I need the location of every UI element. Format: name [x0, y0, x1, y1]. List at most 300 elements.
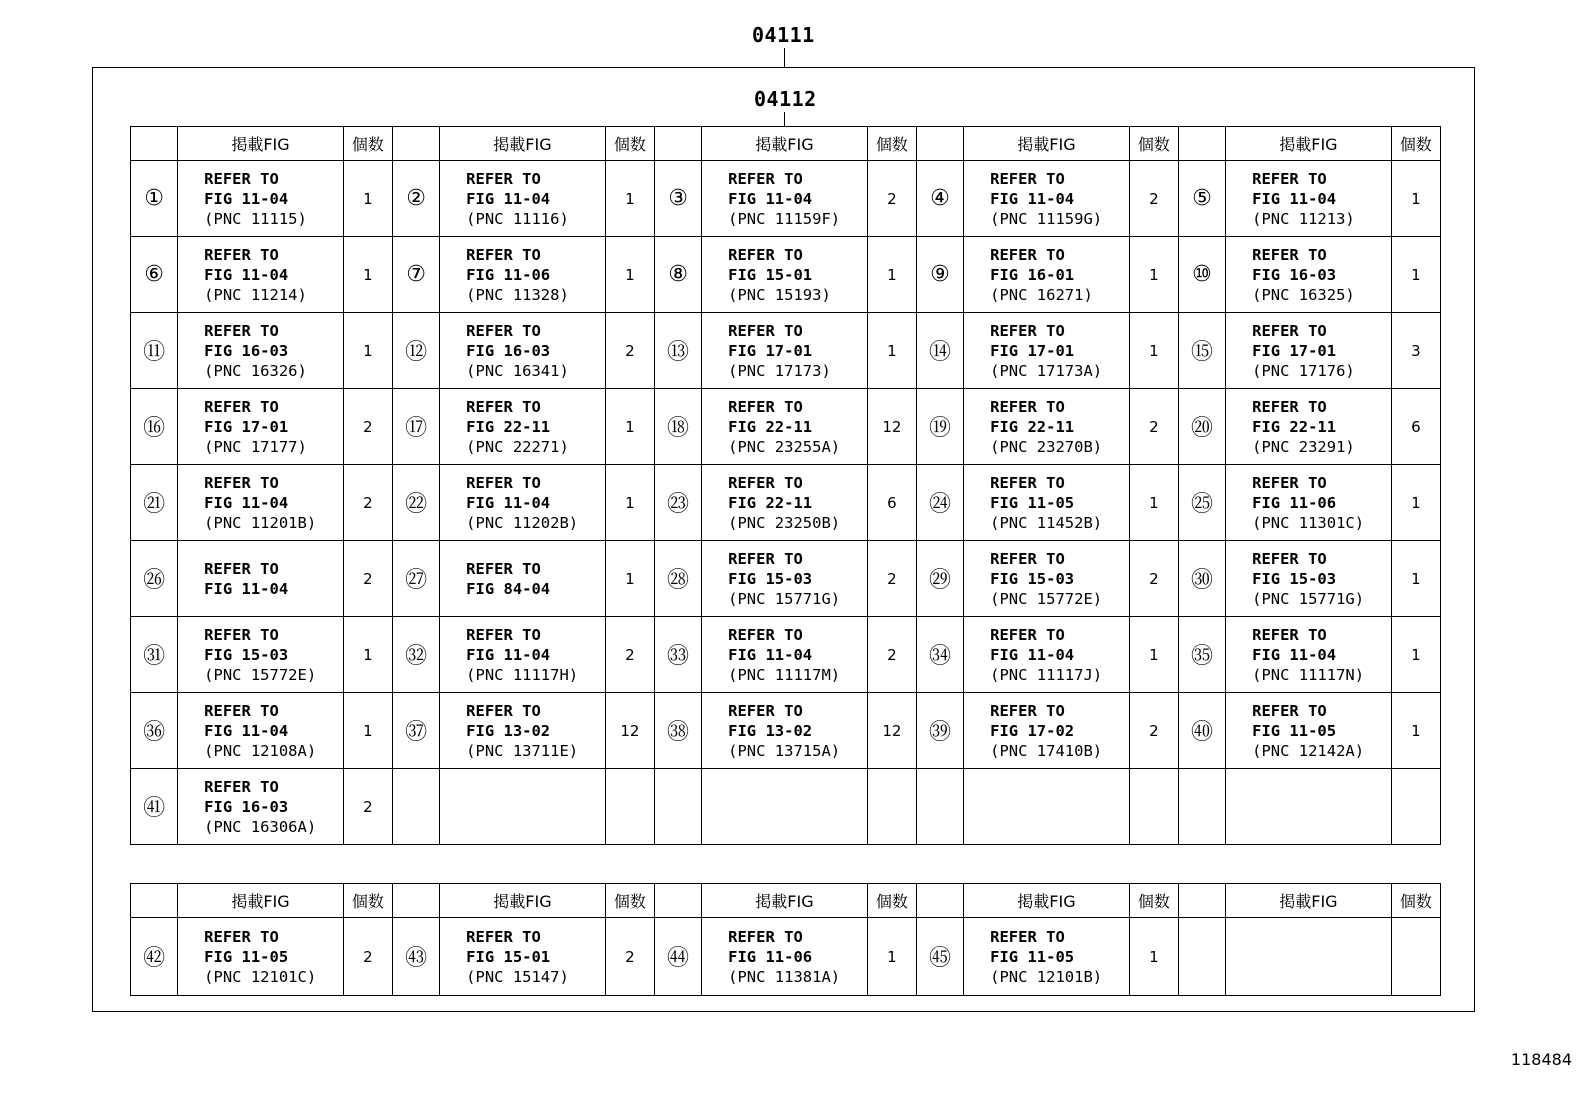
- fig-reference: FIG 11-04: [466, 645, 551, 664]
- pnc-reference: (PNC 23291): [1252, 437, 1355, 456]
- item-number: ㉜: [392, 617, 439, 693]
- refer-to-text: REFER TO: [990, 549, 1065, 568]
- item-number: ⑲: [916, 389, 963, 465]
- pnc-reference: (PNC 17410B): [990, 741, 1103, 760]
- reference-cell: [1226, 541, 1392, 617]
- parts-reference-table: [130, 126, 1441, 845]
- refer-to-text: REFER TO: [728, 625, 803, 644]
- refer-to-text: REFER TO: [466, 321, 541, 340]
- reference-cell: [178, 541, 344, 617]
- sub-assembly-code-label: 04112: [754, 87, 817, 111]
- pnc-reference: (PNC 12142A): [1252, 741, 1365, 760]
- refer-to-text: REFER TO: [204, 559, 279, 578]
- fig-reference: FIG 11-05: [990, 493, 1075, 512]
- reference-cell: [964, 693, 1130, 769]
- header-qty-cell: 個数: [343, 127, 392, 161]
- reference-cell: [178, 769, 344, 845]
- header-fig-cell: 掲載FIG: [1226, 884, 1392, 918]
- empty-cell: [654, 769, 701, 845]
- header-blank-cell: [392, 127, 439, 161]
- reference-cell: [440, 465, 606, 541]
- quantity-cell: 1: [605, 161, 654, 237]
- refer-to-text: REFER TO: [1252, 321, 1327, 340]
- item-number: ㉕: [1178, 465, 1225, 541]
- figure-id-label: 118484: [1510, 1050, 1572, 1069]
- pnc-reference: (PNC 17173A): [990, 361, 1103, 380]
- item-number: ②: [392, 161, 439, 237]
- pnc-reference: (PNC 11381A): [728, 967, 841, 986]
- quantity-cell: 1: [605, 389, 654, 465]
- refer-to-text: REFER TO: [1252, 549, 1327, 568]
- quantity-cell: 2: [867, 617, 916, 693]
- reference-cell: [1226, 237, 1392, 313]
- item-number: ⑳: [1178, 389, 1225, 465]
- pnc-reference: (PNC 17177): [204, 437, 307, 456]
- item-number: ⑥: [131, 237, 178, 313]
- reference-cell: [1226, 617, 1392, 693]
- empty-cell: [867, 769, 916, 845]
- header-fig-cell: 掲載FIG: [964, 127, 1130, 161]
- pnc-reference: (PNC 15772E): [204, 665, 317, 684]
- fig-reference: FIG 13-02: [728, 721, 813, 740]
- pnc-reference: (PNC 11159F): [728, 209, 841, 228]
- header-blank-cell: [131, 127, 178, 161]
- empty-cell: [1129, 769, 1178, 845]
- fig-reference: FIG 11-05: [204, 947, 289, 966]
- reference-cell: [178, 161, 344, 237]
- quantity-cell: 1: [1129, 313, 1178, 389]
- header-qty-cell: 個数: [1391, 127, 1440, 161]
- pnc-reference: (PNC 16325): [1252, 285, 1355, 304]
- table-row: [131, 693, 1441, 769]
- pnc-reference: (PNC 11159G): [990, 209, 1103, 228]
- reference-cell: [964, 161, 1130, 237]
- quantity-cell: 1: [343, 161, 392, 237]
- header-qty-cell: 個数: [1129, 127, 1178, 161]
- pnc-reference: (PNC 11117J): [990, 665, 1103, 684]
- refer-to-text: REFER TO: [990, 625, 1065, 644]
- reference-cell: [964, 918, 1130, 996]
- header-blank-cell: [654, 884, 701, 918]
- item-number: ⑪: [131, 313, 178, 389]
- refer-to-text: REFER TO: [204, 625, 279, 644]
- refer-to-text: REFER TO: [1252, 245, 1327, 264]
- refer-to-text: REFER TO: [1252, 625, 1327, 644]
- item-number: ㊲: [392, 693, 439, 769]
- reference-cell: [964, 389, 1130, 465]
- quantity-cell: 1: [605, 237, 654, 313]
- item-number: ⑩: [1178, 237, 1225, 313]
- refer-to-text: REFER TO: [1252, 169, 1327, 188]
- reference-cell: [440, 693, 606, 769]
- item-number: ㊶: [131, 769, 178, 845]
- empty-cell: [1226, 918, 1392, 996]
- fig-reference: FIG 17-01: [990, 341, 1075, 360]
- quantity-cell: 1: [1391, 237, 1440, 313]
- reference-cell: [1226, 161, 1392, 237]
- quantity-cell: 12: [605, 693, 654, 769]
- quantity-cell: 2: [1129, 693, 1178, 769]
- reference-cell: [1226, 465, 1392, 541]
- quantity-cell: 1: [1129, 918, 1178, 996]
- pnc-reference: (PNC 11452B): [990, 513, 1103, 532]
- reference-cell: [440, 541, 606, 617]
- quantity-cell: 3: [1391, 313, 1440, 389]
- header-fig-cell: 掲載FIG: [702, 127, 868, 161]
- reference-cell: [178, 389, 344, 465]
- fig-reference: FIG 22-11: [466, 417, 551, 436]
- header-blank-cell: [392, 884, 439, 918]
- table-row: [131, 313, 1441, 389]
- fig-reference: FIG 22-11: [728, 493, 813, 512]
- refer-to-text: REFER TO: [1252, 701, 1327, 720]
- quantity-cell: 1: [1391, 161, 1440, 237]
- header-fig-cell: 掲載FIG: [964, 884, 1130, 918]
- refer-to-text: REFER TO: [728, 473, 803, 492]
- item-number: ⑯: [131, 389, 178, 465]
- quantity-cell: 2: [1129, 389, 1178, 465]
- empty-cell: [1178, 918, 1225, 996]
- refer-to-text: REFER TO: [466, 245, 541, 264]
- quantity-cell: 2: [343, 918, 392, 996]
- pnc-reference: (PNC 11117N): [1252, 665, 1365, 684]
- reference-cell: [702, 617, 868, 693]
- fig-reference: FIG 13-02: [466, 721, 551, 740]
- pnc-reference: (PNC 15771G): [728, 589, 841, 608]
- item-number: ⑬: [654, 313, 701, 389]
- fig-reference: FIG 11-04: [204, 493, 289, 512]
- reference-cell: [178, 237, 344, 313]
- pnc-reference: (PNC 11301C): [1252, 513, 1365, 532]
- fig-reference: FIG 15-03: [1252, 569, 1337, 588]
- pnc-reference: (PNC 11214): [204, 285, 307, 304]
- fig-reference: FIG 17-01: [728, 341, 813, 360]
- header-qty-cell: 個数: [867, 127, 916, 161]
- quantity-cell: 2: [343, 541, 392, 617]
- reference-cell: [440, 237, 606, 313]
- empty-cell: [605, 769, 654, 845]
- quantity-cell: 6: [1391, 389, 1440, 465]
- header-row: [131, 884, 1441, 918]
- reference-cell: [964, 541, 1130, 617]
- fig-reference: FIG 11-04: [990, 645, 1075, 664]
- reference-cell: [964, 465, 1130, 541]
- header-fig-cell: 掲載FIG: [440, 884, 606, 918]
- header-blank-cell: [1178, 884, 1225, 918]
- item-number: ⑰: [392, 389, 439, 465]
- fig-reference: FIG 11-04: [204, 189, 289, 208]
- pnc-reference: (PNC 15772E): [990, 589, 1103, 608]
- sub-assembly-leader-line: [784, 112, 785, 126]
- refer-to-text: REFER TO: [466, 625, 541, 644]
- quantity-cell: 1: [1129, 617, 1178, 693]
- pnc-reference: (PNC 16341): [466, 361, 569, 380]
- reference-cell: [440, 389, 606, 465]
- refer-to-text: REFER TO: [204, 397, 279, 416]
- fig-reference: FIG 11-04: [204, 721, 289, 740]
- empty-cell: [440, 769, 606, 845]
- fig-reference: FIG 22-11: [1252, 417, 1337, 436]
- fig-reference: FIG 16-03: [1252, 265, 1337, 284]
- item-number: ⑨: [916, 237, 963, 313]
- quantity-cell: 6: [867, 465, 916, 541]
- header-row: [131, 127, 1441, 161]
- pnc-reference: (PNC 15193): [728, 285, 831, 304]
- refer-to-text: REFER TO: [204, 169, 279, 188]
- table-row: [131, 237, 1441, 313]
- pnc-reference: (PNC 16271): [990, 285, 1093, 304]
- reference-cell: [964, 313, 1130, 389]
- quantity-cell: 2: [605, 313, 654, 389]
- pnc-reference: (PNC 11117M): [728, 665, 841, 684]
- fig-reference: FIG 11-06: [1252, 493, 1337, 512]
- pnc-reference: (PNC 11202B): [466, 513, 579, 532]
- header-qty-cell: 個数: [1129, 884, 1178, 918]
- header-fig-cell: 掲載FIG: [178, 884, 344, 918]
- refer-to-text: REFER TO: [728, 245, 803, 264]
- header-blank-cell: [916, 884, 963, 918]
- table-row: [131, 541, 1441, 617]
- quantity-cell: 1: [1129, 237, 1178, 313]
- pnc-reference: (PNC 11117H): [466, 665, 579, 684]
- pnc-reference: (PNC 16326): [204, 361, 307, 380]
- quantity-cell: 2: [605, 918, 654, 996]
- item-number: ①: [131, 161, 178, 237]
- header-fig-cell: 掲載FIG: [178, 127, 344, 161]
- quantity-cell: 1: [343, 617, 392, 693]
- fig-reference: FIG 11-04: [728, 189, 813, 208]
- table-row: [131, 918, 1441, 996]
- refer-to-text: REFER TO: [990, 927, 1065, 946]
- pnc-reference: (PNC 22271): [466, 437, 569, 456]
- item-number: ㊳: [654, 693, 701, 769]
- fig-reference: FIG 15-03: [728, 569, 813, 588]
- pnc-reference: (PNC 23270B): [990, 437, 1103, 456]
- quantity-cell: 2: [867, 161, 916, 237]
- quantity-cell: 1: [343, 313, 392, 389]
- reference-cell: [440, 918, 606, 996]
- reference-cell: [702, 693, 868, 769]
- fig-reference: FIG 15-01: [728, 265, 813, 284]
- quantity-cell: 2: [1129, 161, 1178, 237]
- refer-to-text: REFER TO: [466, 169, 541, 188]
- table-row: [131, 389, 1441, 465]
- fig-reference: FIG 16-01: [990, 265, 1075, 284]
- fig-reference: FIG 15-01: [466, 947, 551, 966]
- quantity-cell: 1: [343, 693, 392, 769]
- refer-to-text: REFER TO: [204, 245, 279, 264]
- reference-cell: [440, 617, 606, 693]
- quantity-cell: 1: [1391, 693, 1440, 769]
- quantity-cell: 12: [867, 389, 916, 465]
- fig-reference: FIG 11-06: [466, 265, 551, 284]
- pnc-reference: (PNC 15147): [466, 967, 569, 986]
- fig-reference: FIG 11-04: [466, 493, 551, 512]
- refer-to-text: REFER TO: [728, 169, 803, 188]
- refer-to-text: REFER TO: [728, 549, 803, 568]
- item-number: ㉘: [654, 541, 701, 617]
- pnc-reference: (PNC 11328): [466, 285, 569, 304]
- pnc-reference: (PNC 17176): [1252, 361, 1355, 380]
- item-number: ㉑: [131, 465, 178, 541]
- table-row: [131, 617, 1441, 693]
- empty-cell: [702, 769, 868, 845]
- item-number: ㊹: [654, 918, 701, 996]
- reference-cell: [702, 313, 868, 389]
- reference-cell: [178, 465, 344, 541]
- item-number: ㉓: [654, 465, 701, 541]
- item-number: ㉟: [1178, 617, 1225, 693]
- item-number: ㊵: [1178, 693, 1225, 769]
- refer-to-text: REFER TO: [990, 321, 1065, 340]
- header-qty-cell: 個数: [1391, 884, 1440, 918]
- item-number: ㉙: [916, 541, 963, 617]
- reference-cell: [1226, 693, 1392, 769]
- fig-reference: FIG 11-04: [1252, 189, 1337, 208]
- refer-to-text: REFER TO: [466, 397, 541, 416]
- refer-to-text: REFER TO: [990, 701, 1065, 720]
- fig-reference: FIG 17-02: [990, 721, 1075, 740]
- quantity-cell: 1: [1391, 541, 1440, 617]
- fig-reference: FIG 17-01: [204, 417, 289, 436]
- item-number: ⑭: [916, 313, 963, 389]
- item-number: ⑱: [654, 389, 701, 465]
- quantity-cell: 1: [343, 237, 392, 313]
- item-number: ㉒: [392, 465, 439, 541]
- fig-reference: FIG 11-06: [728, 947, 813, 966]
- refer-to-text: REFER TO: [990, 473, 1065, 492]
- empty-cell: [916, 769, 963, 845]
- quantity-cell: 2: [867, 541, 916, 617]
- pnc-reference: (PNC 12101B): [990, 967, 1103, 986]
- fig-reference: FIG 11-04: [990, 189, 1075, 208]
- item-number: ㊱: [131, 693, 178, 769]
- pnc-reference: (PNC 11115): [204, 209, 307, 228]
- quantity-cell: 1: [1129, 465, 1178, 541]
- header-blank-cell: [131, 884, 178, 918]
- reference-cell: [702, 465, 868, 541]
- pnc-reference: (PNC 15771G): [1252, 589, 1365, 608]
- item-number: ㊴: [916, 693, 963, 769]
- assembly-code-label: 04111: [752, 23, 815, 47]
- reference-cell: [440, 161, 606, 237]
- reference-cell: [702, 918, 868, 996]
- header-qty-cell: 個数: [343, 884, 392, 918]
- quantity-cell: 1: [867, 313, 916, 389]
- fig-reference: FIG 22-11: [728, 417, 813, 436]
- quantity-cell: 1: [1391, 617, 1440, 693]
- header-fig-cell: 掲載FIG: [440, 127, 606, 161]
- pnc-reference: (PNC 11213): [1252, 209, 1355, 228]
- refer-to-text: REFER TO: [466, 559, 541, 578]
- quantity-cell: 1: [867, 918, 916, 996]
- fig-reference: FIG 11-05: [1252, 721, 1337, 740]
- fig-reference: FIG 16-03: [466, 341, 551, 360]
- refer-to-text: REFER TO: [204, 701, 279, 720]
- quantity-cell: 2: [605, 617, 654, 693]
- item-number: ㉞: [916, 617, 963, 693]
- fig-reference: FIG 11-04: [204, 579, 289, 598]
- empty-cell: [1391, 769, 1440, 845]
- header-qty-cell: 個数: [605, 884, 654, 918]
- item-number: ⑤: [1178, 161, 1225, 237]
- quantity-cell: 1: [605, 465, 654, 541]
- fig-reference: FIG 16-03: [204, 797, 289, 816]
- item-number: ㊺: [916, 918, 963, 996]
- fig-reference: FIG 17-01: [1252, 341, 1337, 360]
- refer-to-text: REFER TO: [1252, 473, 1327, 492]
- empty-cell: [1391, 918, 1440, 996]
- empty-cell: [392, 769, 439, 845]
- refer-to-text: REFER TO: [466, 473, 541, 492]
- quantity-cell: 1: [605, 541, 654, 617]
- reference-cell: [702, 541, 868, 617]
- table-row: [131, 465, 1441, 541]
- fig-reference: FIG 16-03: [204, 341, 289, 360]
- fig-reference: FIG 84-04: [466, 579, 551, 598]
- assembly-leader-line: [784, 48, 785, 67]
- reference-cell: [1226, 313, 1392, 389]
- table-row: [131, 161, 1441, 237]
- refer-to-text: REFER TO: [204, 927, 279, 946]
- item-number: ㉖: [131, 541, 178, 617]
- refer-to-text: REFER TO: [728, 321, 803, 340]
- header-blank-cell: [916, 127, 963, 161]
- reference-cell: [702, 161, 868, 237]
- pnc-reference: (PNC 23255A): [728, 437, 841, 456]
- pnc-reference: (PNC 13711E): [466, 741, 579, 760]
- refer-to-text: REFER TO: [204, 777, 279, 796]
- refer-to-text: REFER TO: [466, 927, 541, 946]
- refer-to-text: REFER TO: [728, 701, 803, 720]
- pnc-reference: (PNC 23250B): [728, 513, 841, 532]
- refer-to-text: REFER TO: [204, 473, 279, 492]
- item-number: ㉝: [654, 617, 701, 693]
- quantity-cell: 2: [343, 769, 392, 845]
- fig-reference: FIG 15-03: [990, 569, 1075, 588]
- header-fig-cell: 掲載FIG: [1226, 127, 1392, 161]
- quantity-cell: 2: [343, 389, 392, 465]
- quantity-cell: 1: [867, 237, 916, 313]
- pnc-reference: (PNC 12101C): [204, 967, 317, 986]
- quantity-cell: 2: [1129, 541, 1178, 617]
- fig-reference: FIG 11-04: [204, 265, 289, 284]
- item-number: ③: [654, 161, 701, 237]
- item-number: ⑮: [1178, 313, 1225, 389]
- reference-cell: [702, 389, 868, 465]
- header-qty-cell: 個数: [867, 884, 916, 918]
- refer-to-text: REFER TO: [990, 169, 1065, 188]
- refer-to-text: REFER TO: [1252, 397, 1327, 416]
- header-blank-cell: [654, 127, 701, 161]
- table-row: [131, 769, 1441, 845]
- reference-cell: [178, 617, 344, 693]
- header-blank-cell: [1178, 127, 1225, 161]
- pnc-reference: (PNC 11201B): [204, 513, 317, 532]
- item-number: ㉛: [131, 617, 178, 693]
- refer-to-text: REFER TO: [990, 397, 1065, 416]
- pnc-reference: (PNC 16306A): [204, 817, 317, 836]
- item-number: ㉔: [916, 465, 963, 541]
- refer-to-text: REFER TO: [204, 321, 279, 340]
- fig-reference: FIG 11-04: [728, 645, 813, 664]
- fig-reference: FIG 11-04: [1252, 645, 1337, 664]
- reference-cell: [178, 313, 344, 389]
- pnc-reference: (PNC 13715A): [728, 741, 841, 760]
- fig-reference: FIG 15-03: [204, 645, 289, 664]
- reference-cell: [964, 617, 1130, 693]
- refer-to-text: REFER TO: [728, 397, 803, 416]
